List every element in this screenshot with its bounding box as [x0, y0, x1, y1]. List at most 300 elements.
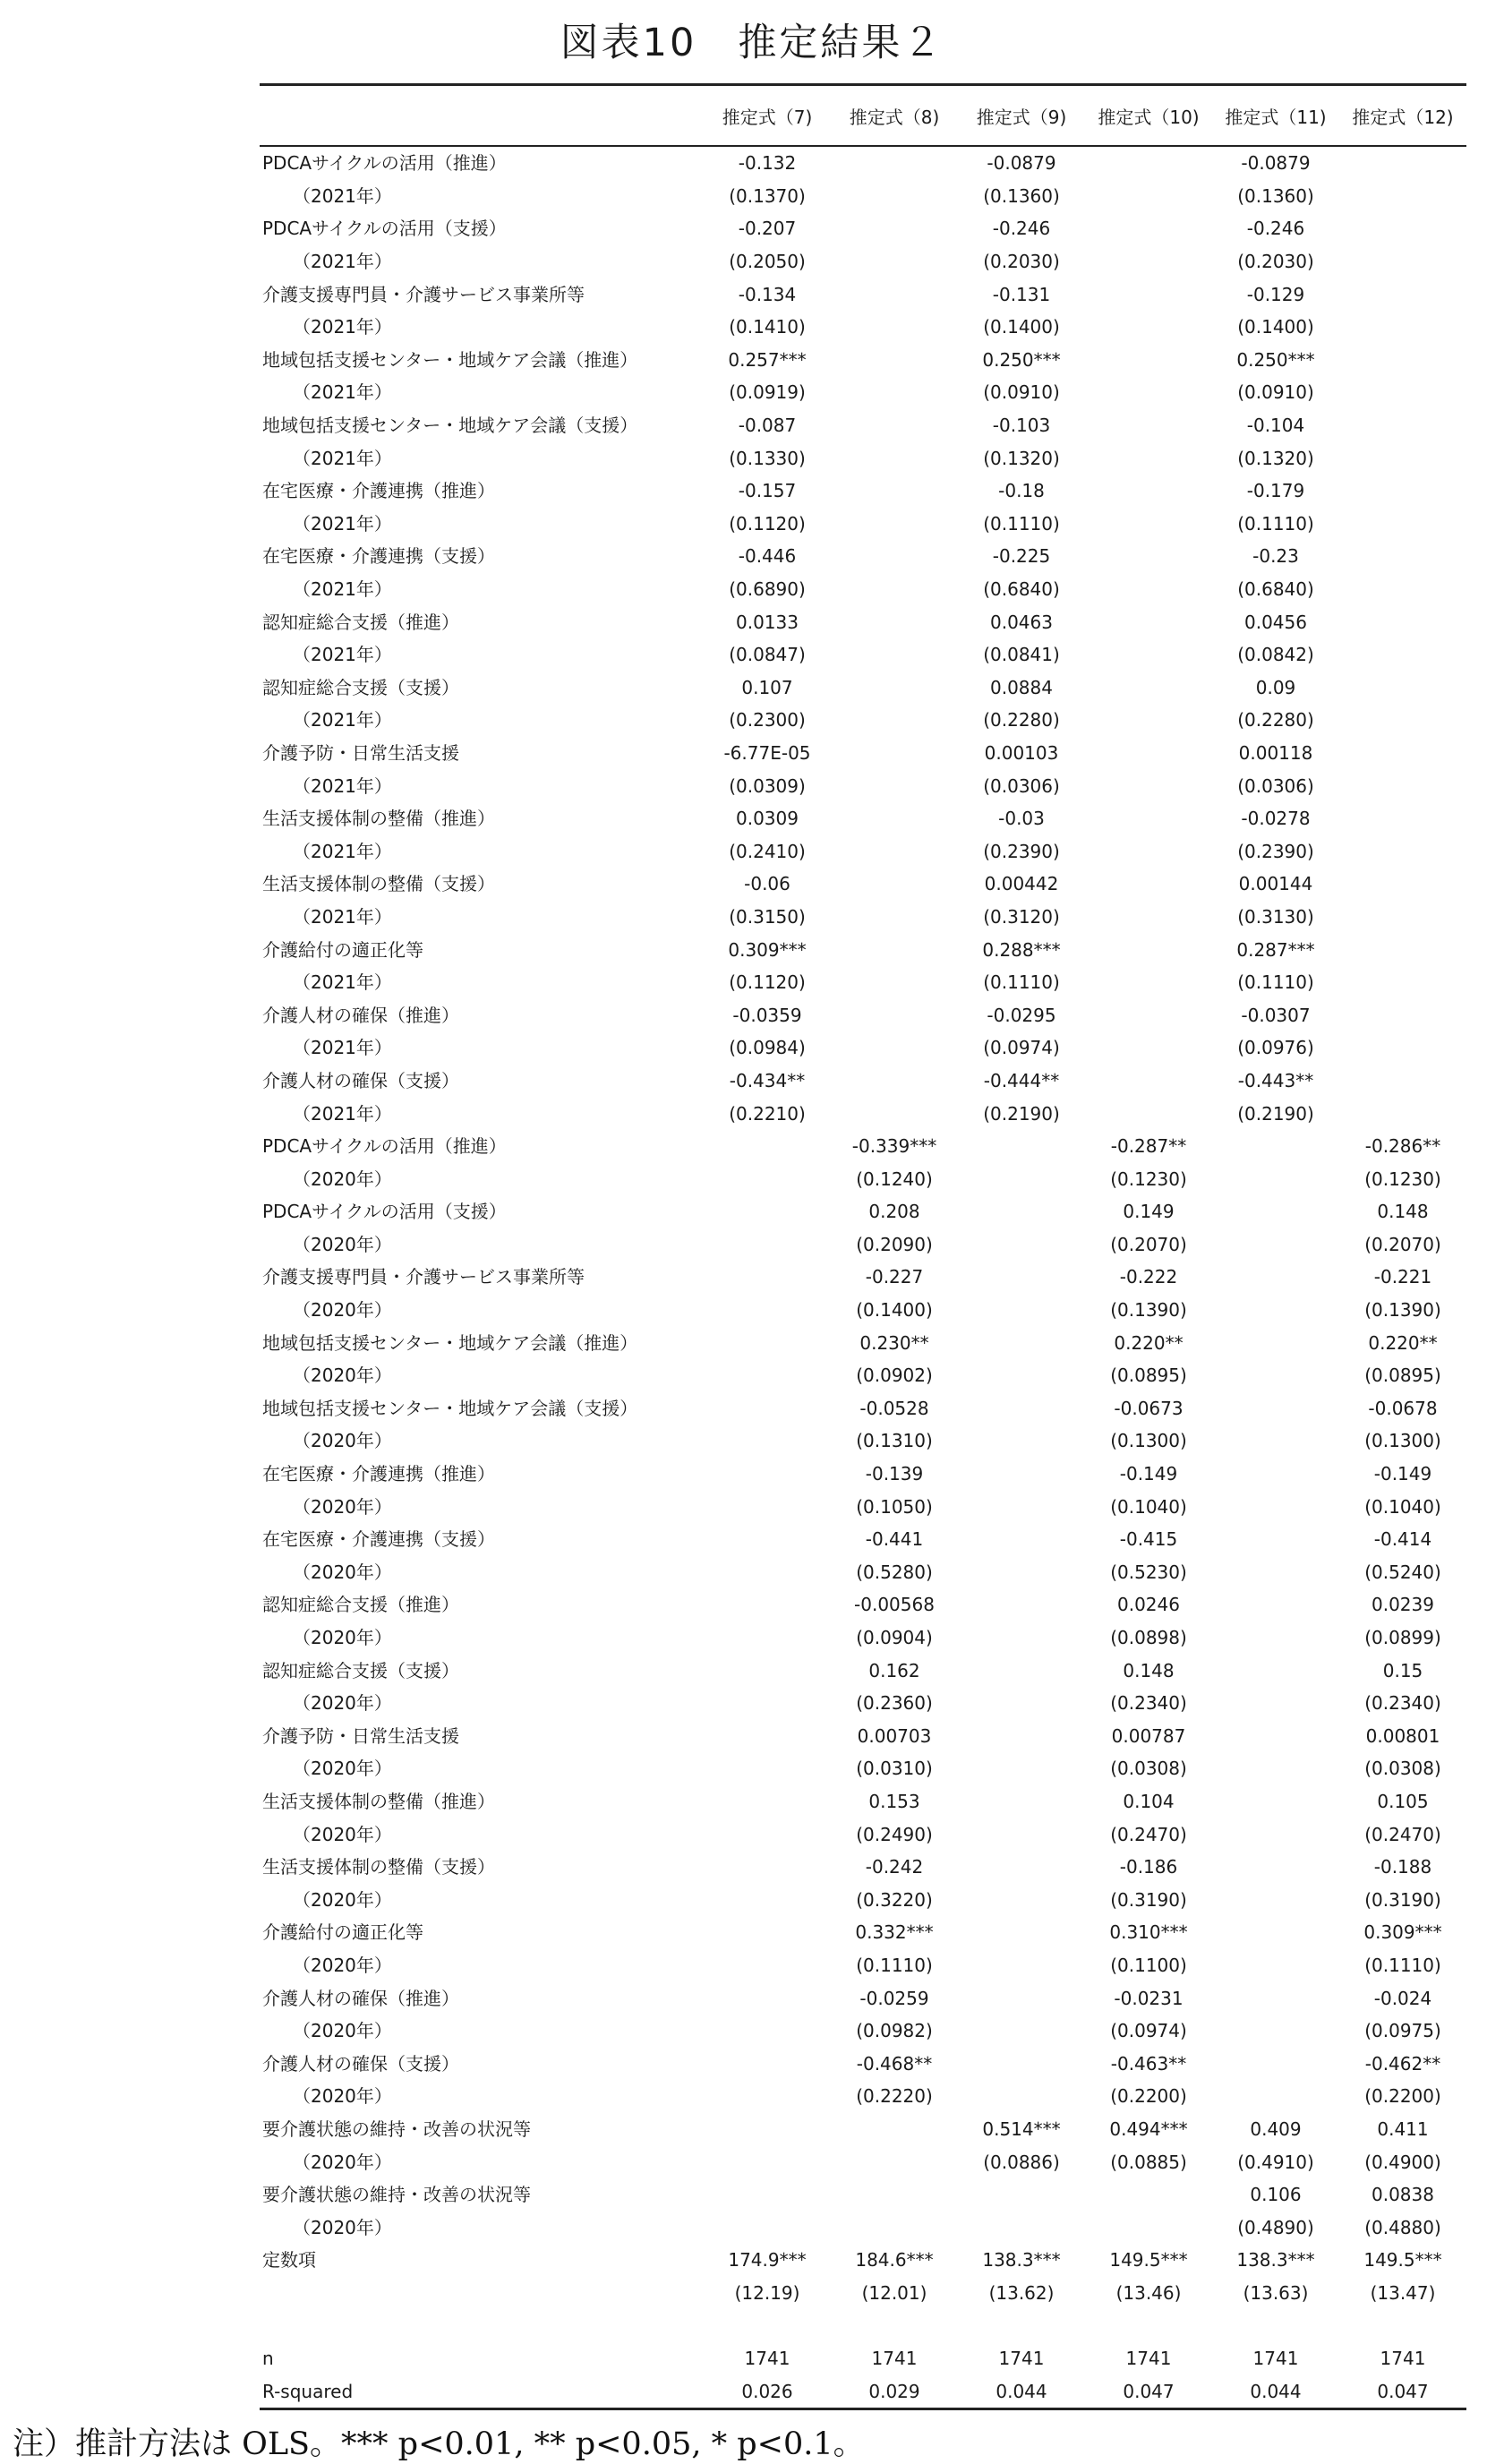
coefficient-cell: 0.148 [1123, 1659, 1175, 1681]
standard-error-cell: (0.2390) [1237, 840, 1314, 862]
standard-error-cell [1212, 1687, 1339, 1720]
standard-error-cell: (0.1110) [1237, 512, 1314, 535]
standard-error-cell: (0.0919) [729, 381, 806, 404]
row-label-year: （2020年） [293, 2020, 392, 2042]
table-row [260, 672, 1466, 705]
table-row [260, 1392, 1466, 1425]
coefficient-cell [958, 1916, 1085, 1949]
standard-error-cell [958, 2080, 1085, 2113]
coefficient-cell [1212, 1851, 1339, 1884]
coefficient-cell [1085, 998, 1212, 1031]
standard-error-cell: (0.0975) [1364, 2020, 1441, 2042]
coefficient-cell: -0.246 [992, 218, 1051, 240]
coefficient-cell [1212, 1458, 1339, 1491]
coefficient-cell: 184.6*** [855, 2249, 934, 2272]
coefficient-cell: 0.208 [868, 1201, 920, 1223]
coefficient-cell [958, 2309, 1085, 2342]
coefficient-cell [1085, 2309, 1212, 2342]
coefficient-cell: 138.3*** [1236, 2249, 1315, 2272]
row-label-year: （2021年） [293, 381, 392, 404]
row-label: 介護予防・日常生活支援 [262, 741, 459, 764]
standard-error-cell: (0.0976) [1237, 1037, 1314, 1059]
standard-error-cell [704, 2145, 831, 2178]
coefficient-cell: -0.222 [1119, 1266, 1178, 1288]
standard-error-cell [704, 1359, 831, 1392]
standard-error-cell: (0.1410) [729, 316, 806, 338]
coefficient-cell: 0.162 [868, 1659, 920, 1681]
coefficient-cell: -0.434** [729, 1069, 806, 1091]
row-label-year: （2020年） [293, 2216, 392, 2238]
coefficient-cell [831, 2113, 958, 2146]
coefficient-cell: -0.441 [865, 1528, 924, 1551]
coefficient-cell: 0.0246 [1117, 1594, 1180, 1616]
coefficient-cell [831, 540, 958, 573]
standard-error-cell: (0.1100) [1110, 1954, 1187, 1976]
table-row-se [260, 1359, 1466, 1392]
coefficient-cell [704, 1130, 831, 1163]
standard-error-cell [704, 1883, 831, 1916]
standard-error-cell: (0.1390) [1364, 1299, 1441, 1322]
standard-error-cell: (0.2360) [856, 1692, 933, 1715]
standard-error-cell [704, 1490, 831, 1523]
row-label-year [260, 2277, 704, 2310]
coefficient-cell [831, 212, 958, 245]
standard-error-cell [1212, 1228, 1339, 1262]
standard-error-cell: (0.2090) [856, 1233, 933, 1255]
standard-error-cell [958, 1752, 1085, 1785]
coefficient-cell: -0.0231 [1114, 1987, 1184, 2009]
standard-error-cell: (13.62) [988, 2281, 1055, 2304]
standard-error-cell: (0.1320) [1237, 447, 1314, 469]
row-label: 介護人材の確保（推進） [262, 1987, 459, 2009]
standard-error-cell [1212, 2080, 1339, 2113]
row-label-year: （2021年） [293, 316, 392, 338]
coefficient-cell: 0.0884 [990, 676, 1053, 698]
table-row [260, 1785, 1466, 1818]
standard-error-cell: (0.4890) [1237, 2216, 1314, 2238]
coefficient-cell [1085, 146, 1212, 180]
coefficient-cell [1212, 1261, 1339, 1294]
standard-error-cell [958, 1883, 1085, 1916]
coefficient-cell: 0.106 [1250, 2184, 1302, 2206]
standard-error-cell [704, 1228, 831, 1262]
row-label-year: （2020年） [293, 1823, 392, 1845]
coefficient-cell [1212, 1326, 1339, 1359]
coefficient-cell [1212, 1720, 1339, 1753]
coefficient-cell [1212, 2309, 1339, 2342]
standard-error-cell [1212, 1556, 1339, 1589]
coefficient-cell [1085, 540, 1212, 573]
standard-error-cell: (0.4910) [1237, 2151, 1314, 2173]
coefficient-cell: -0.339*** [851, 1135, 937, 1158]
standard-error-cell [958, 2211, 1085, 2244]
standard-error-cell [704, 1752, 831, 1785]
coefficient-cell: -0.134 [738, 283, 797, 305]
coefficient-cell [1085, 605, 1212, 638]
standard-error-cell [1085, 311, 1212, 344]
row-label-year: （2021年） [293, 644, 392, 666]
coefficient-cell: 0.287*** [1236, 938, 1315, 961]
standard-error-cell [704, 1162, 831, 1195]
standard-error-cell [1085, 769, 1212, 802]
row-label: 地域包括支援センター・地域ケア会議（支援） [262, 415, 638, 437]
standard-error-cell [1085, 1031, 1212, 1065]
coefficient-cell [704, 2113, 831, 2146]
row-label: 在宅医療・介護連携（推進） [262, 1463, 495, 1485]
row-label: 定数項 [262, 2249, 316, 2272]
table-row-se [260, 834, 1466, 868]
coefficient-cell [958, 1195, 1085, 1228]
coefficient-cell: -0.444** [983, 1069, 1060, 1091]
standard-error-cell: (0.1300) [1364, 1430, 1441, 1452]
coefficient-cell: 0.105 [1377, 1790, 1429, 1812]
standard-error-cell: (0.1320) [983, 447, 1060, 469]
header-model-10: 推定式（10) [1085, 85, 1212, 147]
table-row-se [260, 1621, 1466, 1655]
coefficient-cell [831, 475, 958, 508]
table-row [260, 1523, 1466, 1556]
coefficient-cell [1085, 933, 1212, 966]
spacer-row [260, 2309, 1466, 2342]
table-row-se [260, 1687, 1466, 1720]
coefficient-cell [958, 1720, 1085, 1753]
coefficient-cell [1339, 868, 1466, 901]
coefficient-cell [704, 1785, 831, 1818]
standard-error-cell: (0.2470) [1110, 1823, 1187, 1845]
standard-error-cell [1339, 966, 1466, 999]
coefficient-cell: 0.409 [1250, 2118, 1302, 2140]
standard-error-cell: (0.6890) [729, 578, 806, 601]
coefficient-cell: -0.0678 [1368, 1397, 1438, 1419]
table-row [260, 1851, 1466, 1884]
coefficient-cell [1339, 212, 1466, 245]
row-label: PDCAサイクルの活用（支援） [262, 1201, 507, 1223]
row-label [260, 2309, 704, 2342]
table-row [260, 1981, 1466, 2015]
coefficient-cell [1085, 2178, 1212, 2212]
standard-error-cell [831, 834, 958, 868]
coefficient-cell [958, 1851, 1085, 1884]
coefficient-cell: -0.132 [738, 152, 797, 175]
standard-error-cell [831, 2145, 958, 2178]
standard-error-cell: (0.2470) [1364, 1823, 1441, 1845]
table-row [260, 2342, 1466, 2375]
coefficient-cell: -0.0278 [1241, 808, 1311, 830]
standard-error-cell: (0.0309) [729, 774, 806, 797]
table-row-se [260, 1752, 1466, 1785]
coefficient-cell: -0.0259 [859, 1987, 929, 2009]
standard-error-cell [1339, 1097, 1466, 1130]
coefficient-cell [704, 1326, 831, 1359]
standard-error-cell: (0.0910) [983, 381, 1060, 404]
coefficient-cell: 0.0133 [736, 611, 799, 633]
row-label: 地域包括支援センター・地域ケア会議（支援） [262, 1397, 638, 1419]
standard-error-cell: (0.0310) [856, 1758, 933, 1780]
coefficient-cell [1085, 672, 1212, 705]
coefficient-cell: 0.00144 [1238, 873, 1313, 895]
standard-error-cell: (0.2300) [729, 709, 806, 732]
standard-error-cell: (0.2280) [1237, 709, 1314, 732]
coefficient-cell [1212, 1392, 1339, 1425]
coefficient-cell: -0.00568 [854, 1594, 935, 1616]
coefficient-cell: 1741 [1380, 2348, 1426, 2370]
coefficient-cell: -0.463** [1110, 2052, 1187, 2075]
table-row-se [260, 441, 1466, 475]
standard-error-cell: (0.1330) [729, 447, 806, 469]
table-row [260, 2047, 1466, 2080]
coefficient-cell [831, 2309, 958, 2342]
row-label: PDCAサイクルの活用（推進） [262, 1135, 507, 1158]
standard-error-cell: (0.2190) [1237, 1102, 1314, 1125]
table-row [260, 212, 1466, 245]
coefficient-cell [958, 1130, 1085, 1163]
coefficient-cell [1212, 1195, 1339, 1228]
table-row-se [260, 1031, 1466, 1065]
table-row [260, 540, 1466, 573]
coefficient-cell [831, 672, 958, 705]
coefficient-cell: -0.23 [1252, 545, 1299, 568]
row-label-year: （2021年） [293, 1102, 392, 1125]
table-row [260, 2244, 1466, 2277]
figure-title: 図表10 推定結果２ [560, 21, 944, 65]
standard-error-cell [958, 1228, 1085, 1262]
standard-error-cell [958, 2015, 1085, 2048]
row-label: 認知症総合支援（推進） [262, 1594, 459, 1616]
standard-error-cell: (0.1110) [1237, 971, 1314, 994]
standard-error-cell: (0.2210) [729, 1102, 806, 1125]
standard-error-cell: (0.2280) [983, 709, 1060, 732]
standard-error-cell: (0.0308) [1364, 1758, 1441, 1780]
coefficient-cell: -0.227 [865, 1266, 924, 1288]
coefficient-cell [704, 1261, 831, 1294]
standard-error-cell [831, 638, 958, 672]
standard-error-cell: (0.3190) [1364, 1888, 1441, 1911]
table-body [260, 146, 1466, 2409]
table-row [260, 1458, 1466, 1491]
standard-error-cell: (0.0899) [1364, 1627, 1441, 1649]
standard-error-cell: (0.0847) [729, 644, 806, 666]
table-row-se [260, 1883, 1466, 1916]
row-label: 認知症総合支援（支援） [262, 676, 459, 698]
coefficient-cell: -0.246 [1246, 218, 1305, 240]
standard-error-cell: (13.47) [1370, 2281, 1436, 2304]
coefficient-cell: -0.0879 [987, 152, 1056, 175]
coefficient-cell [1339, 672, 1466, 705]
coefficient-cell: -0.087 [738, 415, 797, 437]
standard-error-cell [958, 1556, 1085, 1589]
standard-error-cell [831, 1097, 958, 1130]
coefficient-cell: -0.06 [744, 873, 790, 895]
row-label-year: （2020年） [293, 1627, 392, 1649]
coefficient-cell: -0.286** [1364, 1135, 1441, 1158]
row-label: 認知症総合支援（推進） [262, 611, 459, 633]
standard-error-cell: (0.5280) [856, 1561, 933, 1583]
coefficient-cell: 1741 [871, 2348, 918, 2370]
table-row [260, 475, 1466, 508]
standard-error-cell: (0.1300) [1110, 1430, 1187, 1452]
row-label-year: （2020年） [293, 1692, 392, 1715]
standard-error-cell [704, 2015, 831, 2048]
standard-error-cell: (0.1400) [1237, 316, 1314, 338]
coefficient-cell [831, 933, 958, 966]
table-row [260, 1261, 1466, 1294]
coefficient-cell: 0.0239 [1372, 1594, 1434, 1616]
standard-error-cell: (0.0841) [983, 644, 1060, 666]
row-label-year: （2020年） [293, 2151, 392, 2173]
standard-error-cell [1212, 1949, 1339, 1982]
row-label-year: （2021年） [293, 447, 392, 469]
table-row-se [260, 901, 1466, 934]
standard-error-cell [831, 245, 958, 278]
standard-error-cell [1212, 2015, 1339, 2048]
standard-error-cell [1085, 245, 1212, 278]
standard-error-cell: (0.1110) [983, 971, 1060, 994]
row-label: 介護給付の適正化等 [262, 1921, 423, 1944]
standard-error-cell [704, 2211, 831, 2244]
coefficient-cell: 0.15 [1382, 1659, 1423, 1681]
standard-error-cell [1339, 769, 1466, 802]
coefficient-cell [704, 2047, 831, 2080]
standard-error-cell: (0.0306) [983, 774, 1060, 797]
standard-error-cell [958, 1490, 1085, 1523]
row-label: 介護支援専門員・介護サービス事業所等 [262, 1266, 585, 1288]
coefficient-cell: 0.00801 [1365, 1724, 1440, 1747]
standard-error-cell [1339, 638, 1466, 672]
table-row-se [260, 1818, 1466, 1851]
standard-error-cell [831, 441, 958, 475]
row-label: 介護人材の確保（支援） [262, 1069, 459, 1091]
table-row-se [260, 573, 1466, 606]
standard-error-cell [958, 1818, 1085, 1851]
coefficient-cell: 174.9*** [728, 2249, 807, 2272]
standard-error-cell: (0.2200) [1364, 2085, 1441, 2108]
coefficient-cell: 0.0309 [736, 808, 799, 830]
standard-error-cell [1339, 901, 1466, 934]
coefficient-cell [704, 1916, 831, 1949]
coefficient-cell [958, 1392, 1085, 1425]
row-label: 認知症総合支援（支援） [262, 1659, 459, 1681]
row-label-year: （2021年） [293, 184, 392, 207]
coefficient-cell [704, 1458, 831, 1491]
table-row-se [260, 1097, 1466, 1130]
standard-error-cell: (0.1390) [1110, 1299, 1187, 1322]
table-row [260, 868, 1466, 901]
standard-error-cell: (0.1360) [983, 184, 1060, 207]
standard-error-cell: (0.2030) [983, 251, 1060, 273]
standard-error-cell: (0.0895) [1364, 1365, 1441, 1387]
standard-error-cell [1339, 180, 1466, 213]
coefficient-cell: -0.0673 [1114, 1397, 1184, 1419]
standard-error-cell: (0.6840) [1237, 578, 1314, 601]
standard-error-cell: (0.2070) [1110, 1233, 1187, 1255]
standard-error-cell: (0.2200) [1110, 2085, 1187, 2108]
row-label-year: （2020年） [293, 1495, 392, 1518]
table-row [260, 1065, 1466, 1098]
standard-error-cell: (0.0902) [856, 1365, 933, 1387]
table-row [260, 409, 1466, 442]
standard-error-cell [1339, 311, 1466, 344]
standard-error-cell: (0.0895) [1110, 1365, 1187, 1387]
table-row-se [260, 638, 1466, 672]
standard-error-cell [958, 1294, 1085, 1327]
coefficient-cell [1212, 2047, 1339, 2080]
standard-error-cell: (0.2070) [1364, 1233, 1441, 1255]
coefficient-cell [958, 1785, 1085, 1818]
table-row-se [260, 180, 1466, 213]
table-row [260, 1195, 1466, 1228]
standard-error-cell [1339, 573, 1466, 606]
coefficient-cell: 0.250*** [982, 348, 1061, 371]
coefficient-cell: -0.0879 [1241, 152, 1311, 175]
coefficient-cell: -6.77E-05 [723, 741, 811, 764]
row-label: 介護人材の確保（支援） [262, 2052, 459, 2075]
coefficient-cell [1339, 2309, 1466, 2342]
coefficient-cell [1085, 409, 1212, 442]
table-row-se [260, 1294, 1466, 1327]
standard-error-cell: (0.0974) [1110, 2020, 1187, 2042]
row-label: R-squared [262, 2381, 354, 2403]
coefficient-cell [831, 1065, 958, 1098]
standard-error-cell [704, 1294, 831, 1327]
coefficient-cell: 1741 [1125, 2348, 1172, 2370]
coefficient-cell [1339, 540, 1466, 573]
row-label: 介護給付の適正化等 [262, 938, 423, 961]
header-variable [260, 85, 704, 147]
standard-error-cell: (13.63) [1243, 2281, 1309, 2304]
standard-error-cell [1339, 834, 1466, 868]
standard-error-cell: (0.1400) [983, 316, 1060, 338]
standard-error-cell: (0.0306) [1237, 774, 1314, 797]
standard-error-cell [1339, 704, 1466, 737]
row-label: 介護予防・日常生活支援 [262, 1724, 459, 1747]
table-row-se [260, 2015, 1466, 2048]
standard-error-cell [831, 573, 958, 606]
coefficient-cell [958, 1981, 1085, 2015]
standard-error-cell [1339, 245, 1466, 278]
coefficient-cell: 0.00442 [984, 873, 1059, 895]
coefficient-cell [958, 2178, 1085, 2212]
standard-error-cell: (0.3130) [1237, 905, 1314, 928]
standard-error-cell: (0.2050) [729, 251, 806, 273]
coefficient-cell: -0.0295 [987, 1004, 1056, 1026]
standard-error-cell [958, 1949, 1085, 1982]
coefficient-cell [831, 998, 958, 1031]
standard-error-cell [704, 1424, 831, 1458]
row-label-year: （2021年） [293, 774, 392, 797]
coefficient-cell [831, 802, 958, 835]
standard-error-cell: (0.3150) [729, 905, 806, 928]
coefficient-cell: -0.157 [738, 480, 797, 502]
coefficient-cell [1085, 212, 1212, 245]
standard-error-cell [831, 311, 958, 344]
coefficient-cell: -0.287** [1110, 1135, 1187, 1158]
standard-error-cell [831, 901, 958, 934]
standard-error-cell: (0.6840) [983, 578, 1060, 601]
table-row [260, 933, 1466, 966]
coefficient-cell: 0.310*** [1109, 1921, 1188, 1944]
standard-error-cell [1212, 1752, 1339, 1785]
standard-error-cell: (0.0842) [1237, 644, 1314, 666]
standard-error-cell [831, 704, 958, 737]
standard-error-cell: (12.19) [734, 2281, 800, 2304]
coefficient-cell [831, 278, 958, 311]
coefficient-cell [1085, 737, 1212, 770]
table-row [260, 1588, 1466, 1621]
coefficient-cell: 0.00703 [857, 1724, 932, 1747]
row-label-year: （2021年） [293, 971, 392, 994]
table-row [260, 998, 1466, 1031]
standard-error-cell [1212, 1621, 1339, 1655]
